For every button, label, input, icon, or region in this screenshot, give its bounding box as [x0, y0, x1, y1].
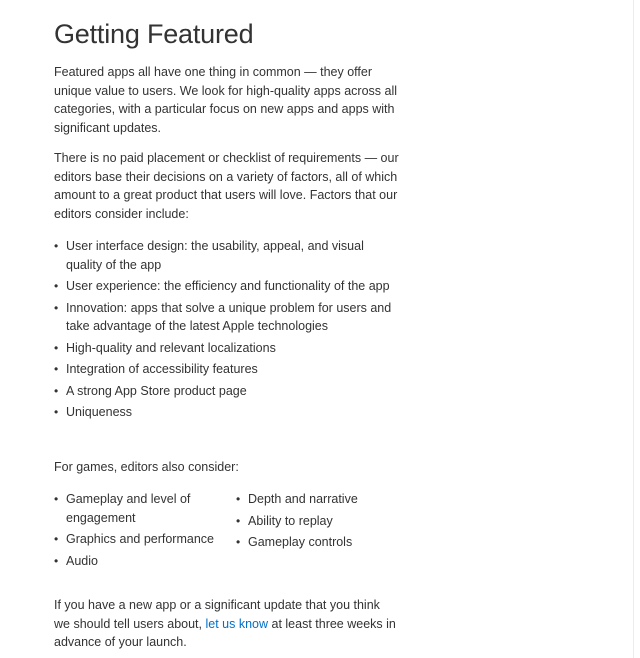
list-item-text: Uniqueness: [66, 405, 133, 419]
list-item-text: Audio: [66, 553, 98, 568]
closing-text-start: If you have a new app or a significant update that you think we should tell users about,: [54, 598, 380, 631]
list-item: [54, 382, 399, 401]
bullet-icon: •: [54, 383, 59, 398]
bullet-icon: •: [236, 513, 241, 528]
list-item-text: User experience: the efficiency and functionality of the app: [66, 279, 390, 293]
games-intro: For games, editors also consider:: [54, 459, 239, 474]
closing-paragraph: [54, 596, 399, 652]
bullet-icon: •: [54, 532, 59, 546]
bullet-icon: •: [54, 553, 59, 568]
list-item-text: High-quality and relevant localizations: [66, 340, 276, 355]
list-item-text: Ability to replay: [248, 513, 333, 528]
intro-paragraph: Featured apps all have one thing in common — they offer unique value to users. We look for high-quality apps across all categories, with a particular focus on new apps and apps with significant updates.: [54, 65, 398, 135]
list-item-text: Gameplay controls: [248, 535, 353, 549]
list-item: [236, 533, 396, 552]
list-item: [54, 530, 236, 549]
list-item: [54, 299, 399, 336]
page-title: Getting Featured: [54, 19, 254, 49]
bullet-icon: •: [54, 340, 59, 355]
factors-list: [54, 237, 399, 422]
bullet-icon: •: [54, 279, 59, 293]
list-item-text: A strong App Store product page: [66, 383, 247, 398]
list-item: [54, 552, 236, 571]
list-item: [54, 360, 399, 379]
list-item: [54, 490, 236, 527]
list-item-text: Graphics and performance: [66, 532, 214, 546]
list-item: [54, 277, 399, 296]
list-item-text: Depth and narrative: [248, 492, 358, 506]
criteria-paragraph: There is no paid placement or checklist of requirements — our editors base their decisions on a variety of factors, all of which amount to a great product that users will love. Factors that our editors consider include:: [54, 151, 399, 221]
bullet-icon: •: [236, 492, 241, 506]
article-content: [54, 18, 399, 652]
list-item: [236, 512, 396, 531]
page-edge-divider: [633, 0, 634, 658]
list-item-text: Innovation: apps that solve a unique problem for users and take advantage of the latest Apple technologies: [66, 300, 392, 333]
bullet-icon: •: [236, 535, 241, 549]
bullet-icon: •: [54, 239, 59, 253]
let-us-know-link[interactable]: let us know: [205, 616, 269, 631]
list-item: [54, 237, 399, 274]
list-item-text: Gameplay and level of engagement: [66, 492, 191, 525]
list-item-text: User interface design: the usability, appeal, and visual quality of the app: [66, 239, 364, 272]
bullet-icon: •: [54, 405, 59, 419]
games-list-right: [236, 490, 396, 573]
list-item: [54, 339, 399, 358]
bullet-icon: •: [54, 492, 59, 506]
closing-text-end: at least three weeks in advance of your launch.: [54, 616, 396, 649]
bullet-icon: •: [54, 300, 59, 315]
list-item: [54, 403, 399, 422]
list-item: [236, 490, 396, 509]
bullet-icon: •: [54, 362, 59, 376]
list-item-text: Integration of accessibility features: [66, 362, 258, 376]
games-factors: [54, 490, 399, 573]
games-list-left: [54, 490, 236, 573]
